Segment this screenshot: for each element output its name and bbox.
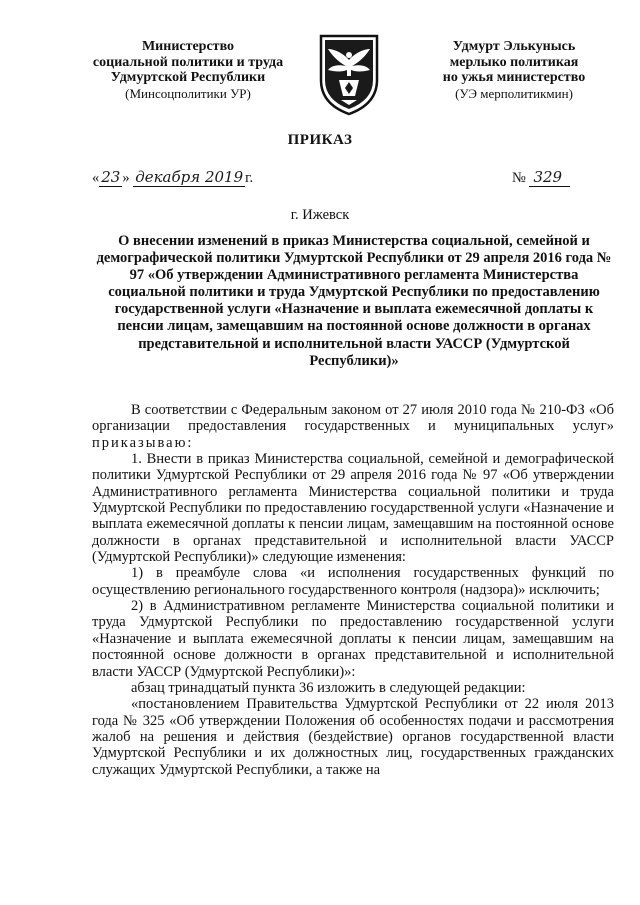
- date-day: 23: [101, 168, 121, 186]
- ministry-name-russian: [70, 39, 306, 101]
- ministry-line: мерлыко политикая: [449, 54, 579, 70]
- date-suffix: г.: [245, 170, 254, 186]
- coat-of-arms-emblem: [317, 30, 381, 116]
- date-month-year: декабря 2019: [135, 168, 244, 186]
- order-subject: О внесении изменений в приказ Министерства социальной, семейной и демографической политики Удмуртской Республики от 29 апреля 2016 года № 97 «Об утверждении Административного регламента Министерства социальной политики и труда Удмуртской Республики по предоставлению государственной услуги «Назначение и выплата ежемесячной доплаты к пенсии лицам, замещавшим на постоянной основе должности в органах представительной и исполнительной власти УАССР (Удмуртской Республики)»: [96, 233, 612, 369]
- body-paragraph: 1. Внести в приказ Министерства социальной, семейной и демографической политики Удмуртской Республики от 29 апреля 2016 года № 97 «Об утверждении Административного регламента Министерства социальной политики и труда Удмуртской Республики по предоставлению государственной услуги «Назначение и выплата ежемесячной доплаты к пенсии лицам, замещавшим на постоянной основе должности в органах представительной и исполнительной власти УАССР (Удмуртской Республики)» следующие изменения:: [92, 451, 614, 566]
- order-date: [92, 168, 253, 187]
- order-word: приказываю:: [92, 434, 194, 451]
- body-paragraph: «постановлением Правительства Удмуртской Республики от 22 июля 2013 года № 325 «Об утверждении Положения об особенностях подачи и рассмотрения жалоб на решения и действия (бездействие) органов государственной власти Удмуртской Республики и их должностных лиц, государственных гражданских служащих Удмуртской Республики, а также на: [92, 696, 614, 778]
- ministry-abbreviation: (УЭ мерполитикмин): [455, 85, 573, 101]
- order-body: [92, 402, 614, 778]
- body-paragraph: абзац тринадцатый пункта 36 изложить в следующей редакции:: [131, 679, 526, 696]
- ministry-line: но ужья министерство: [442, 70, 586, 85]
- ministry-name-udmurt: [402, 39, 626, 101]
- ministry-line: Министерство: [141, 39, 235, 54]
- date-open-quote: «: [92, 170, 100, 186]
- body-paragraph: 1) в преамбуле слова «и исполнения государственных функций по осуществлению регионального государственного контроля (надзора)» исключить;: [92, 565, 614, 598]
- number-prefix: №: [512, 170, 526, 186]
- ministry-line: социальной политики и труда: [92, 54, 284, 70]
- document-title: ПРИКАЗ: [287, 132, 353, 148]
- body-paragraph: [92, 402, 614, 451]
- city: г. Ижевск: [290, 207, 350, 223]
- ministry-line: Удмуртской Республики: [110, 70, 266, 85]
- order-number: [512, 168, 570, 187]
- number-value: 329: [529, 168, 570, 187]
- date-close-quote: »: [122, 170, 130, 186]
- preamble-text: В соответствии с Федеральным законом от 27 июля 2010 года № 210-ФЗ «Об организации предоставления государственных и муниципальных услуг»: [92, 402, 614, 435]
- ministry-line: Удмурт Элькунысь: [452, 39, 576, 54]
- ministry-abbreviation: (Минсоцполитики УР): [125, 85, 251, 101]
- body-paragraph: 2) в Административном регламенте Министерства социальной политики и труда Удмуртской Республики по предоставлению государственной услуги «Назначение и выплата ежемесячной доплаты к пенсии лицам, замещавшим на постоянной основе должности в органах представительной и исполнительной власти УАССР (Удмуртской Республики)»:: [92, 598, 614, 680]
